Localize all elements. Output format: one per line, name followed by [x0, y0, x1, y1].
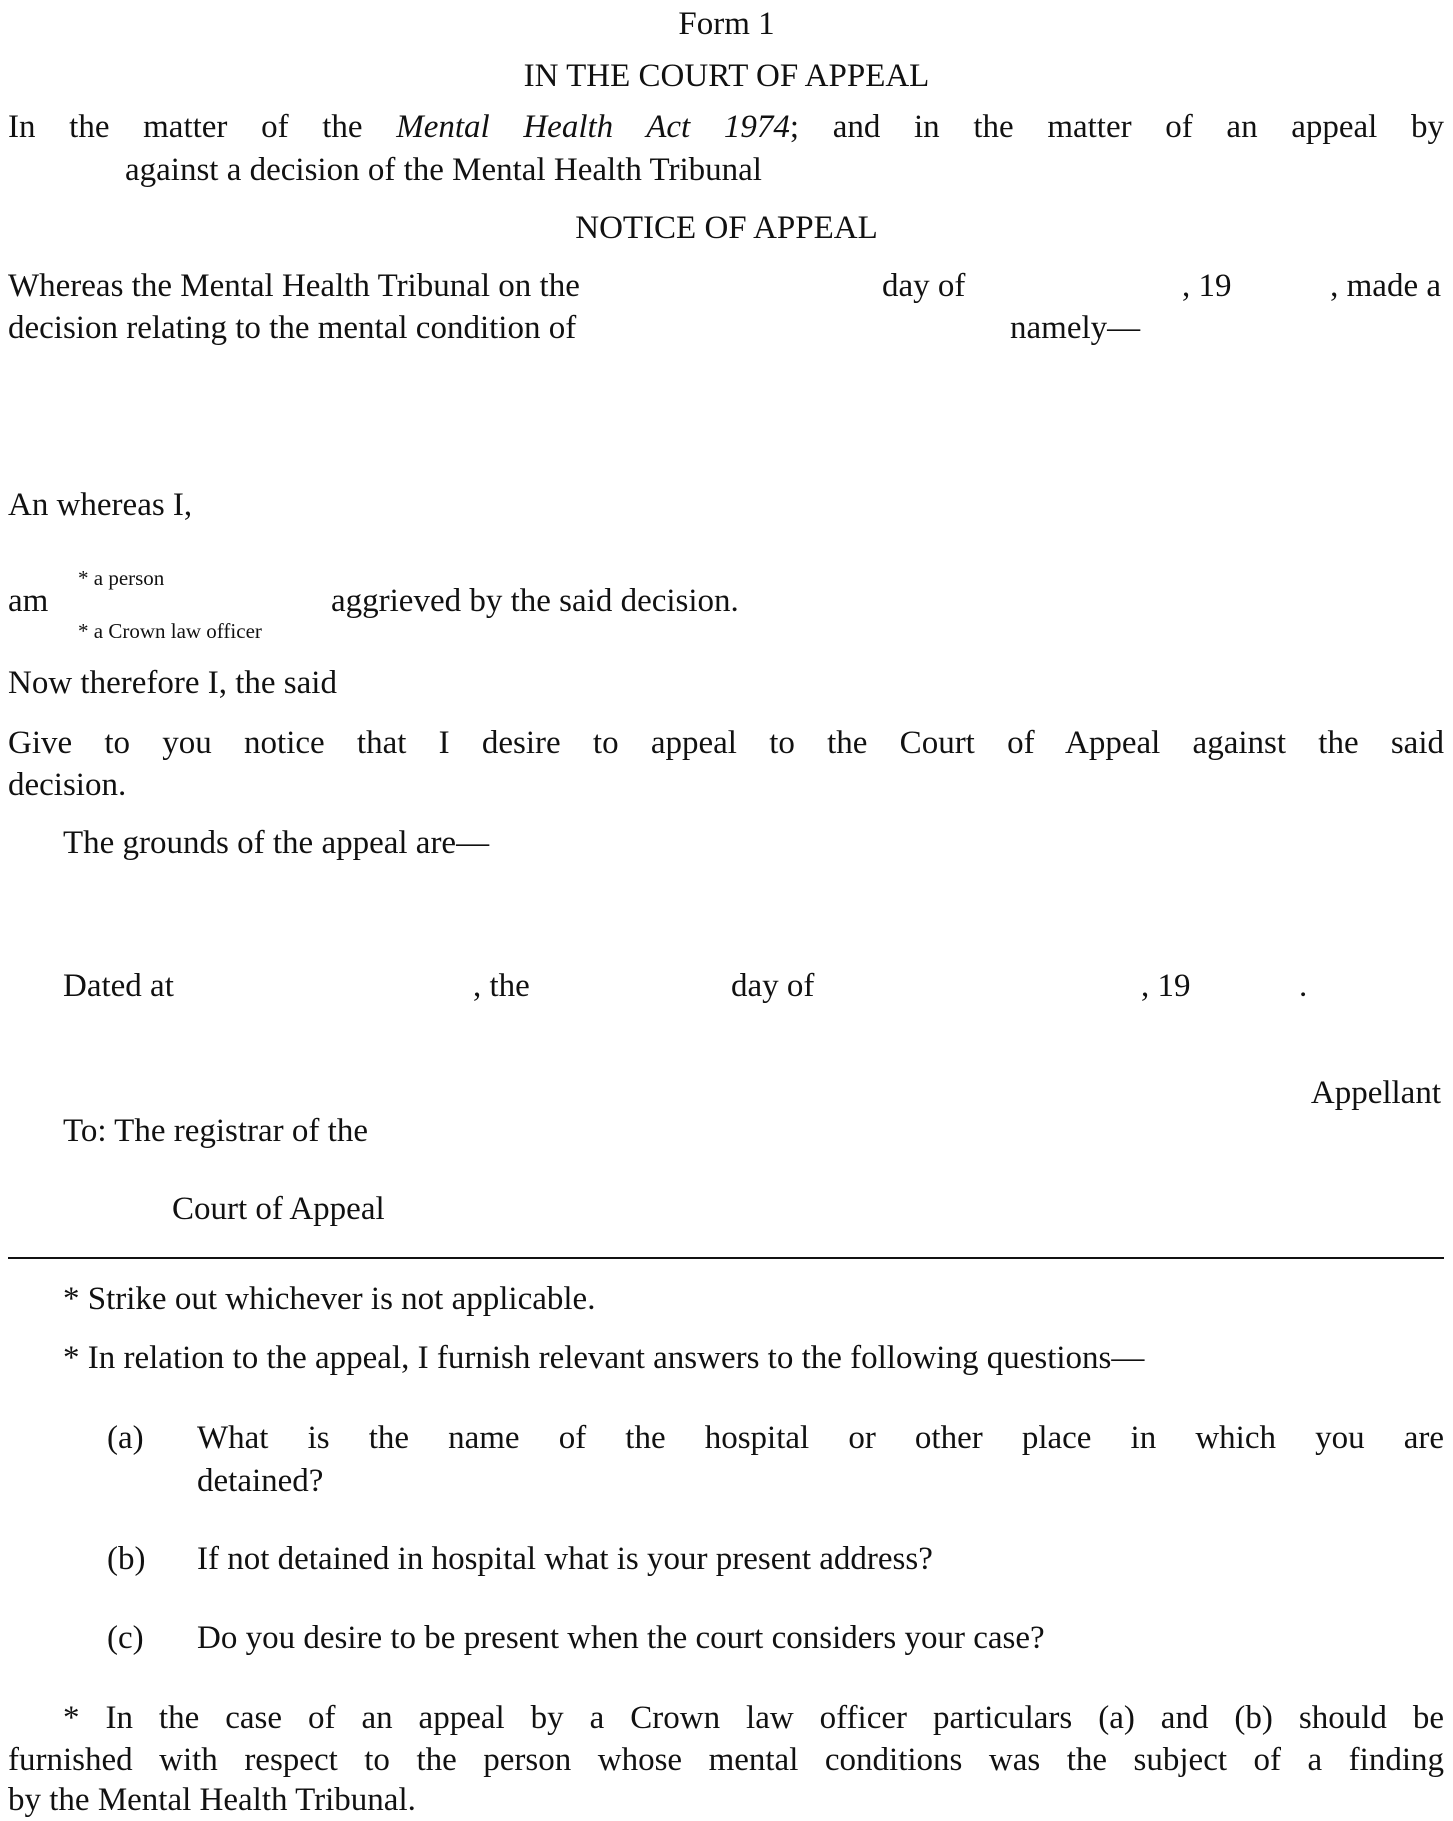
question-c-label: (c): [107, 1620, 144, 1656]
act-name: Mental Health Act 1974: [396, 109, 790, 145]
whereas-text: Whereas the Mental Health Tribunal on the: [8, 268, 580, 304]
crown-note-line-1: * In the case of an appeal by a Crown law officer particulars (a) and (b) should be: [63, 1700, 1444, 1736]
footnote-strike-out: * Strike out whichever is not applicable.: [63, 1281, 596, 1317]
dated-period: .: [1299, 968, 1308, 1004]
crown-note-line-3: by the Mental Health Tribunal.: [8, 1782, 416, 1818]
option-person: * a person: [78, 566, 165, 590]
whereas-year: , 19: [1182, 268, 1232, 304]
question-c-text: Do you desire to be present when the court considers your case?: [197, 1620, 1045, 1656]
grounds-heading: The grounds of the appeal are—: [63, 825, 490, 861]
question-a-continuation: detained?: [197, 1463, 324, 1499]
give-notice-line-1: Give to you notice that I desire to appeal to the Court of Appeal against the said: [8, 725, 1444, 761]
matter-line-1: [8, 106, 1444, 148]
option-crown-law-officer: * a Crown law officer: [78, 619, 262, 643]
matter-continuation: ; and in the matter of an appeal by: [789, 109, 1444, 145]
question-a-text: What is the name of the hospital or other place in which you are: [197, 1420, 1444, 1456]
to-registrar: To: The registrar of the: [63, 1113, 368, 1149]
notice-title: NOTICE OF APPEAL: [575, 210, 878, 246]
matter-intro: In the matter of the: [8, 109, 363, 145]
question-b-text: If not detained in hospital what is your present address?: [197, 1541, 933, 1577]
court-of-appeal: Court of Appeal: [172, 1191, 385, 1227]
court-heading: IN THE COURT OF APPEAL: [523, 58, 930, 94]
dated-day-of: day of: [731, 968, 815, 1004]
dated-at: Dated at: [63, 968, 174, 1004]
crown-note-line-2: furnished with respect to the person whose mental conditions was the subject of a finding: [8, 1742, 1444, 1778]
dated-year: , 19: [1141, 968, 1191, 1004]
dated-the: , the: [473, 968, 530, 1004]
matter-line-2: against a decision of the Mental Health Tribunal: [125, 152, 762, 188]
give-notice-line-2: decision.: [8, 767, 127, 803]
footnote-relation: * In relation to the appeal, I furnish relevant answers to the following questions—: [63, 1340, 1145, 1376]
am-label: am: [8, 583, 49, 619]
question-b-label: (b): [107, 1541, 146, 1577]
aggrieved-text: aggrieved by the said decision.: [331, 583, 739, 619]
appellant-label: Appellant: [1310, 1075, 1441, 1111]
whereas-made-a: , made a: [1330, 268, 1441, 304]
whereas-line-2: decision relating to the mental condition of: [8, 310, 577, 346]
whereas-namely: namely—: [1010, 310, 1141, 346]
now-therefore: Now therefore I, the said: [8, 665, 337, 701]
and-whereas: An whereas I,: [8, 487, 193, 523]
form-label: Form 1: [678, 6, 775, 42]
question-a-label: (a): [107, 1420, 144, 1456]
footnote-divider: [8, 1257, 1444, 1259]
whereas-day-of: day of: [882, 268, 966, 304]
